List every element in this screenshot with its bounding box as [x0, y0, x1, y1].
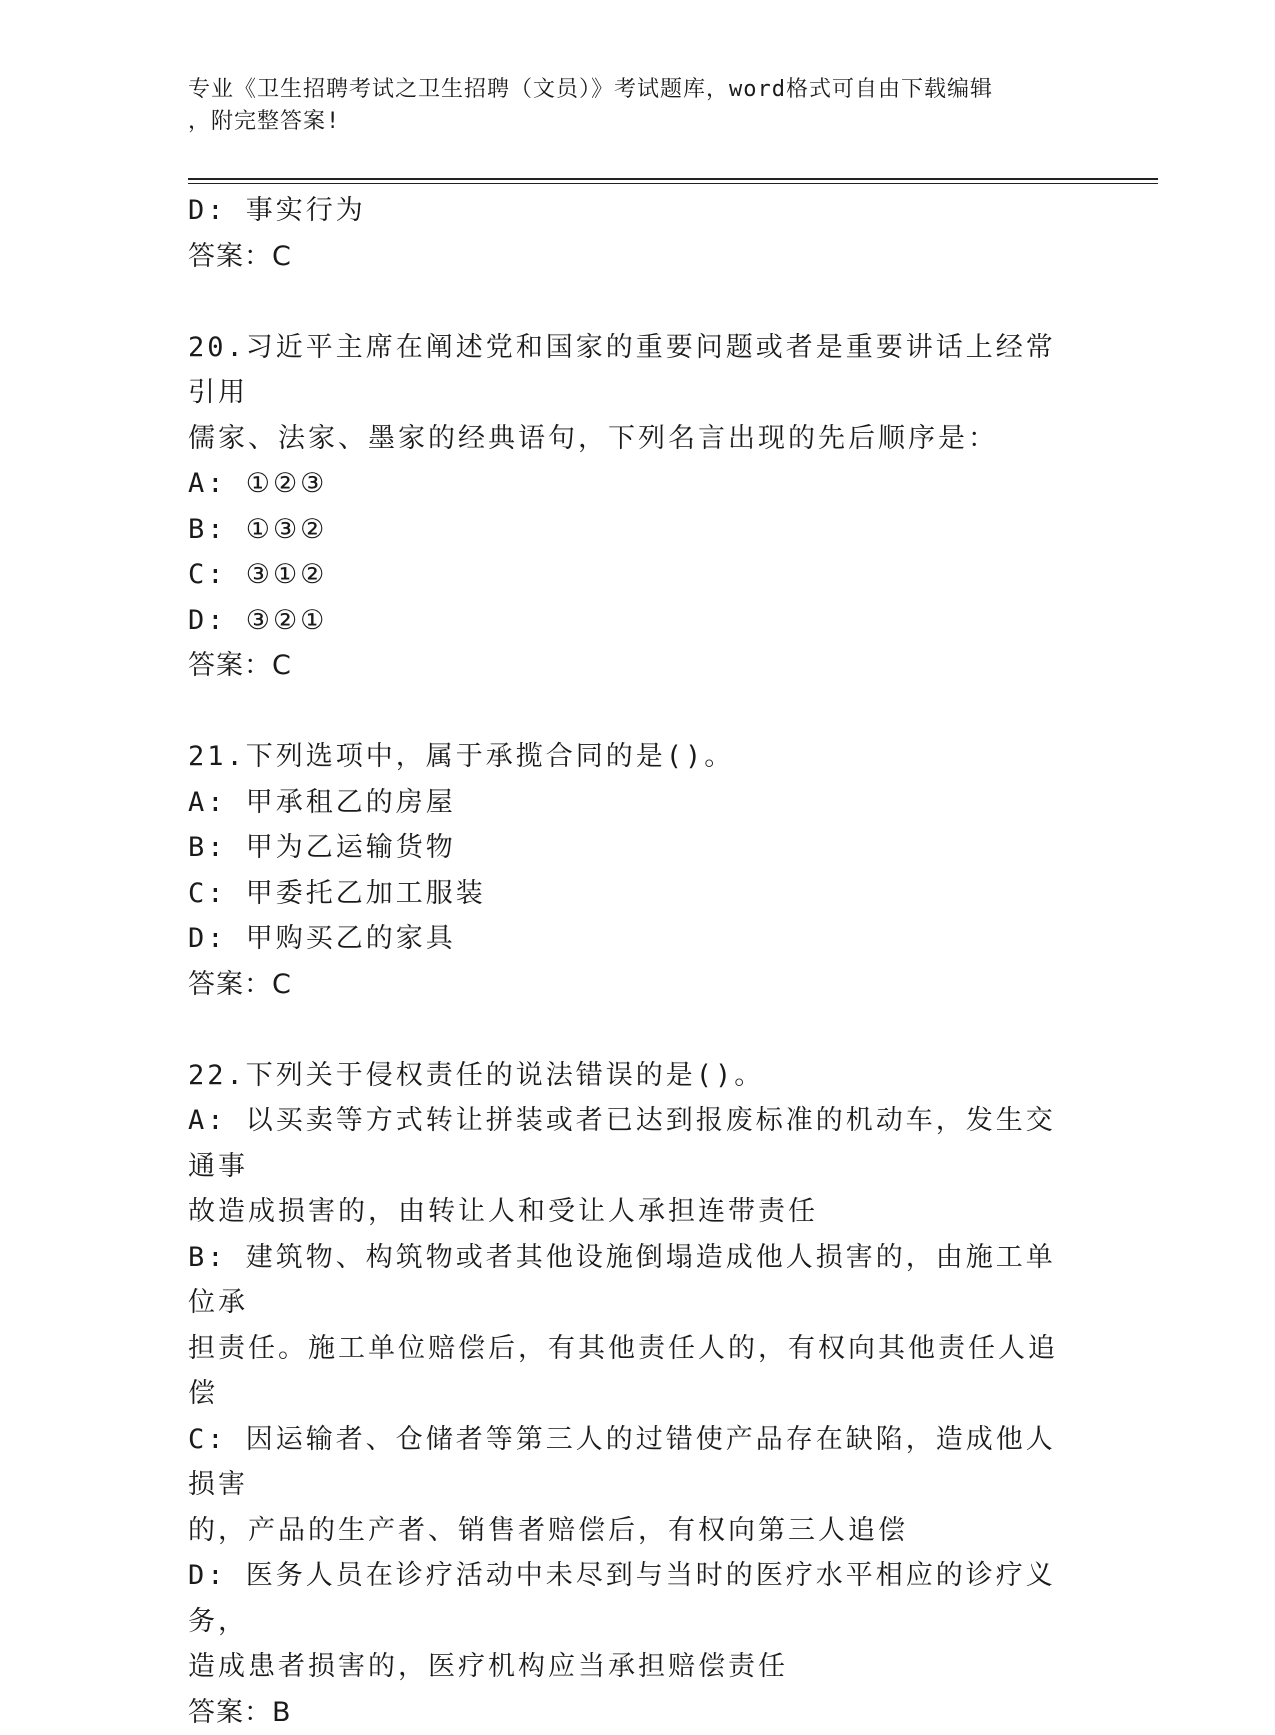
- option-c: C: 甲委托乙加工服装: [188, 871, 1078, 917]
- option-b-line-1: B: 建筑物、构筑物或者其他设施倒塌造成他人损害的，由施工单位承: [188, 1235, 1078, 1326]
- header-title-line-1: 专业《卫生招聘考试之卫生招聘（文员）》考试题库，word格式可自由下载编辑: [188, 74, 1068, 106]
- question-20: [188, 325, 1078, 689]
- option-d: D: 甲购买乙的家具: [188, 916, 1078, 962]
- question-content: [188, 188, 1078, 1735]
- option-a: A: ①②③: [188, 461, 1078, 507]
- option-d: D: ③②①: [188, 598, 1078, 644]
- header-divider-thin: [188, 183, 1158, 184]
- option-a: A: 甲承租乙的房屋: [188, 780, 1078, 826]
- spacer: [188, 689, 1078, 735]
- option-a-line-2: 故造成损害的，由转让人和受让人承担连带责任: [188, 1189, 1078, 1235]
- option-c-line-1: C: 因运输者、仓储者等第三人的过错使产品存在缺陷，造成他人损害: [188, 1417, 1078, 1508]
- question-stem-line: 22.下列关于侵权责任的说法错误的是()。: [188, 1053, 1078, 1099]
- answer-line: 答案：C: [188, 962, 1078, 1008]
- question-22: [188, 1053, 1078, 1735]
- question-21: [188, 734, 1078, 1007]
- answer-line: 答案：C: [188, 234, 1078, 280]
- option-b: B: 甲为乙运输货物: [188, 825, 1078, 871]
- question-stem-line: 20.习近平主席在阐述党和国家的重要问题或者是重要讲话上经常引用: [188, 325, 1078, 416]
- option-d: D: 事实行为: [188, 188, 1078, 234]
- spacer: [188, 1007, 1078, 1053]
- spacer: [188, 279, 1078, 325]
- option-c-line-2: 的，产品的生产者、销售者赔偿后，有权向第三人追偿: [188, 1508, 1078, 1554]
- question-stem-line: 21.下列选项中，属于承揽合同的是()。: [188, 734, 1078, 780]
- option-d-line-2: 造成患者损害的，医疗机构应当承担赔偿责任: [188, 1644, 1078, 1690]
- header-title-line-2: ，附完整答案!: [188, 106, 1068, 138]
- header-divider-thick: [188, 178, 1158, 180]
- option-d-line-1: D: 医务人员在诊疗活动中未尽到与当时的医疗水平相应的诊疗义务，: [188, 1553, 1078, 1644]
- previous-question-tail: [188, 188, 1078, 279]
- answer-line: 答案：B: [188, 1690, 1078, 1735]
- answer-line: 答案：C: [188, 643, 1078, 689]
- option-b: B: ①③②: [188, 507, 1078, 553]
- question-stem-line: 儒家、法家、墨家的经典语句，下列名言出现的先后顺序是：: [188, 416, 1078, 462]
- option-c: C: ③①②: [188, 552, 1078, 598]
- option-b-line-2: 担责任。施工单位赔偿后，有其他责任人的，有权向其他责任人追偿: [188, 1326, 1078, 1417]
- document-header: [188, 74, 1068, 138]
- option-a-line-1: A: 以买卖等方式转让拼装或者已达到报废标准的机动车，发生交通事: [188, 1098, 1078, 1189]
